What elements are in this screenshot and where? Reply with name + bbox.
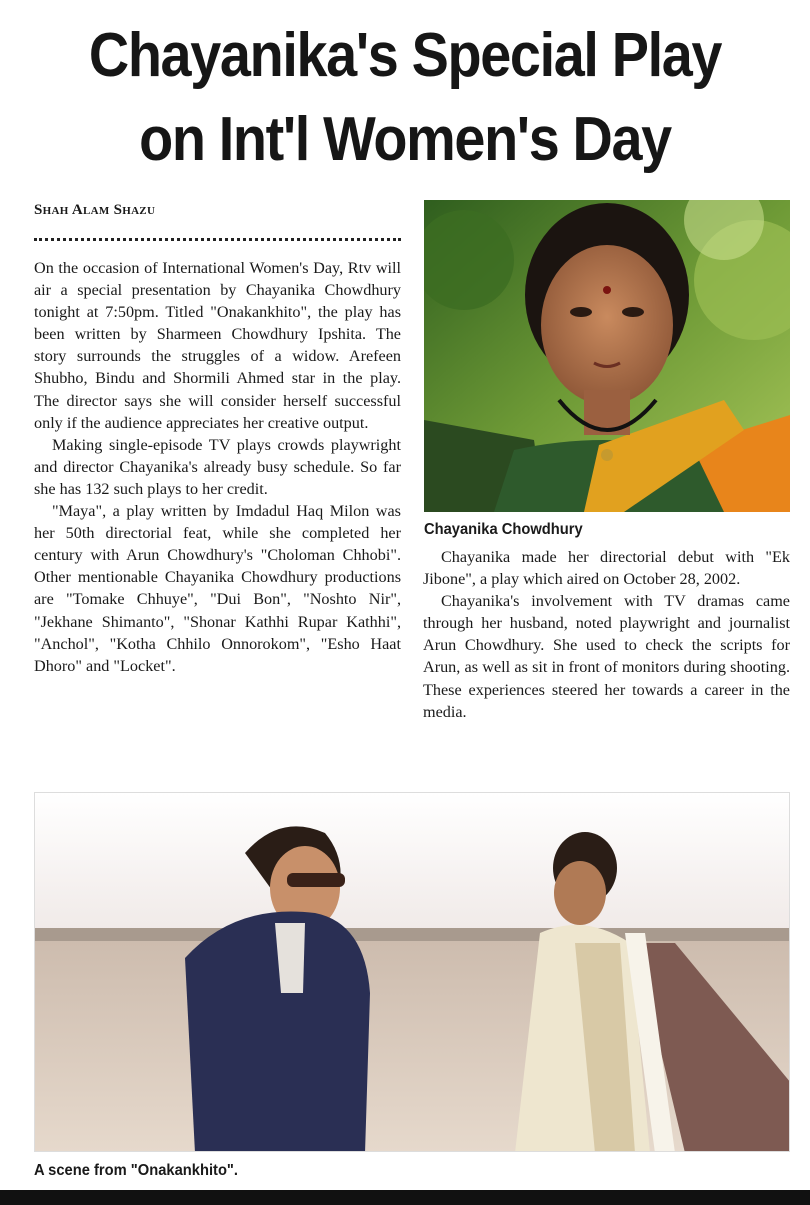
headline (41, 14, 770, 182)
scene-photo (34, 792, 790, 1152)
dotted-divider (34, 238, 401, 241)
paragraph: Making single-episode TV plays crowds playwright and director Chayanika's already busy schedule. So far she has 132 such plays to her credit. (34, 435, 401, 498)
headline-line-2: on Int'l Women's Day (139, 105, 671, 174)
page-bottom-bar (0, 1190, 810, 1205)
byline: Shah Alam Shazu (34, 202, 156, 218)
portrait-caption: Chayanika Chowdhury (424, 521, 583, 538)
left-column (34, 257, 401, 677)
paragraph: Chayanika's involvement with TV dramas came through her husband, noted playwright and journalist Arun Chowdhury. She used to check the scripts for Arun, as well as sit in front of monitors during shooting. These experiences steered her towards a career in the media. (423, 592, 790, 721)
scene-caption: A scene from "Onakankhito". (34, 1162, 239, 1179)
right-column (423, 546, 790, 723)
paragraph: "Maya", a play written by Imdadul Haq Milon was her 50th directorial feat, while she completed her century with Arun Chowdhury's "Choloman Chhobi". Other mentionable Chayanika Chowdhury productions are "Tomake Chhuye", "Dui Bon", "Noshto Nir", "Jekhane Shimanto", "Shonar Kathhi Rupar Kathhi", "Anchol", "Kotha Chhilo Onnorokom", "Esho Haat Dhoro" and "Locket". (34, 502, 401, 675)
paragraph: Chayanika made her directorial debut with "Ek Jibone", a play which aired on October 28, 2002. (423, 548, 790, 589)
portrait-photo (424, 200, 790, 512)
paragraph: On the occasion of International Women's Day, Rtv will air a special presentation by Chayanika Chowdhury tonight at 7:50pm. Titled "Onakankhito", the play has been written by Sharmeen Chowdhury Ipshita. The story surrounds the struggles of a widow. Arefeen Shubho, Bindu and Shormili Ahmed star in the play. The director says she will consider herself successful only if the audience appreciates her creative output. (34, 259, 401, 432)
headline-line-1: Chayanika's Special Play (88, 21, 722, 90)
